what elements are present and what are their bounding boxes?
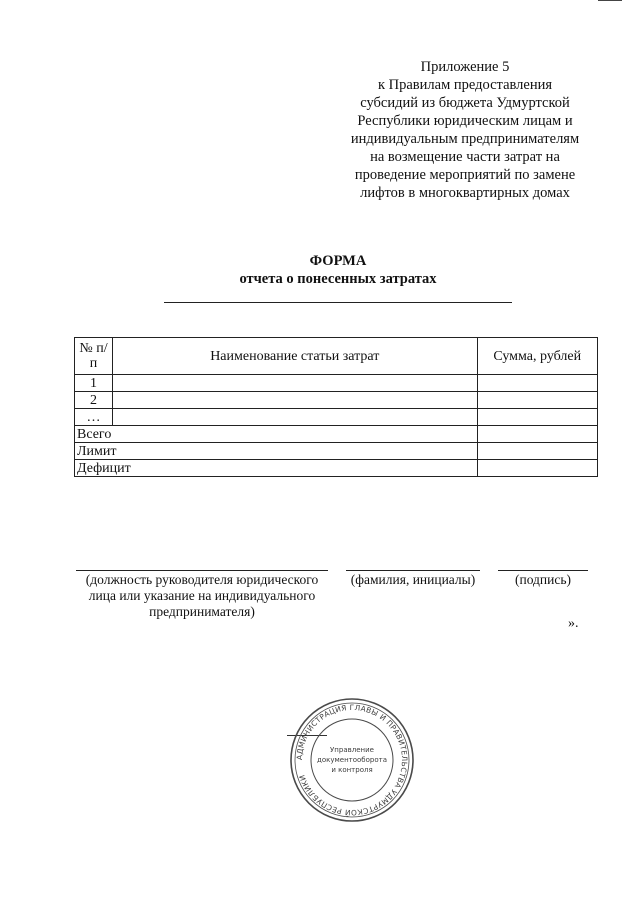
deficit-row xyxy=(75,460,598,477)
stamp-ring-text: АДМИНИСТРАЦИЯ ГЛАВЫ И ПРАВИТЕЛЬСТВА УДМУРТСКОЙ РЕСПУБЛИКИ xyxy=(294,702,410,818)
closing-quote: ». xyxy=(568,616,579,631)
appendix-line: к Правилам предоставления xyxy=(377,77,553,93)
header-name: Наименование статьи затрат xyxy=(113,338,477,375)
total-label: Всего xyxy=(75,426,478,443)
form-subtitle: отчета о понесенных затратах xyxy=(239,271,437,287)
form-title-block xyxy=(160,252,516,288)
limit-label: Лимит xyxy=(75,443,478,460)
corner-mark xyxy=(598,0,622,1)
appendix-line: на возмещение части затрат на xyxy=(370,149,560,165)
name-signature-line[interactable] xyxy=(346,570,480,571)
stamp-center-line: документооборота xyxy=(317,756,387,764)
limit-row xyxy=(75,443,598,460)
title-underline xyxy=(164,302,512,303)
appendix-reference xyxy=(330,58,600,202)
row-number: … xyxy=(75,409,113,426)
appendix-line: Республики юридическим лицам и xyxy=(357,113,573,129)
total-row xyxy=(75,426,598,443)
appendix-line: индивидуальным предпринимателям xyxy=(350,131,580,147)
row-name-cell[interactable] xyxy=(113,392,477,409)
table-row xyxy=(75,375,598,392)
position-signature-line[interactable] xyxy=(76,570,328,571)
appendix-line: Приложение 5 xyxy=(420,59,510,75)
row-number: 1 xyxy=(75,375,113,392)
row-number: 2 xyxy=(75,392,113,409)
header-number: № п/п xyxy=(75,338,113,375)
name-caption: (фамилия, инициалы) xyxy=(350,572,476,587)
appendix-line: субсидий из бюджета Удмуртской xyxy=(360,95,570,111)
stamp-center-line: Управление xyxy=(330,746,374,754)
costs-table xyxy=(74,337,598,477)
stamp-center-line: и контроля xyxy=(331,766,373,774)
table-row xyxy=(75,392,598,409)
table-row xyxy=(75,409,598,426)
row-sum-cell[interactable] xyxy=(477,375,597,392)
official-stamp xyxy=(288,696,416,824)
total-sum-cell[interactable] xyxy=(477,426,597,443)
form-title: ФОРМА xyxy=(309,253,367,269)
deficit-label: Дефицит xyxy=(75,460,478,477)
header-sum: Сумма, рублей xyxy=(477,338,597,375)
row-sum-cell[interactable] xyxy=(477,409,597,426)
row-name-cell[interactable] xyxy=(113,409,477,426)
row-sum-cell[interactable] xyxy=(477,392,597,409)
appendix-line: проведение мероприятий по замене xyxy=(354,167,576,183)
signature-line[interactable] xyxy=(498,570,588,571)
signature-caption: (подпись) xyxy=(514,572,572,587)
table-header-row xyxy=(75,338,598,375)
limit-sum-cell[interactable] xyxy=(477,443,597,460)
position-caption: (должность руководителя юридического лица или указание на индивидуального предпринимателя) xyxy=(85,572,319,619)
deficit-sum-cell[interactable] xyxy=(477,460,597,477)
row-name-cell[interactable] xyxy=(113,375,477,392)
appendix-line: лифтов в многоквартирных домах xyxy=(360,185,570,201)
